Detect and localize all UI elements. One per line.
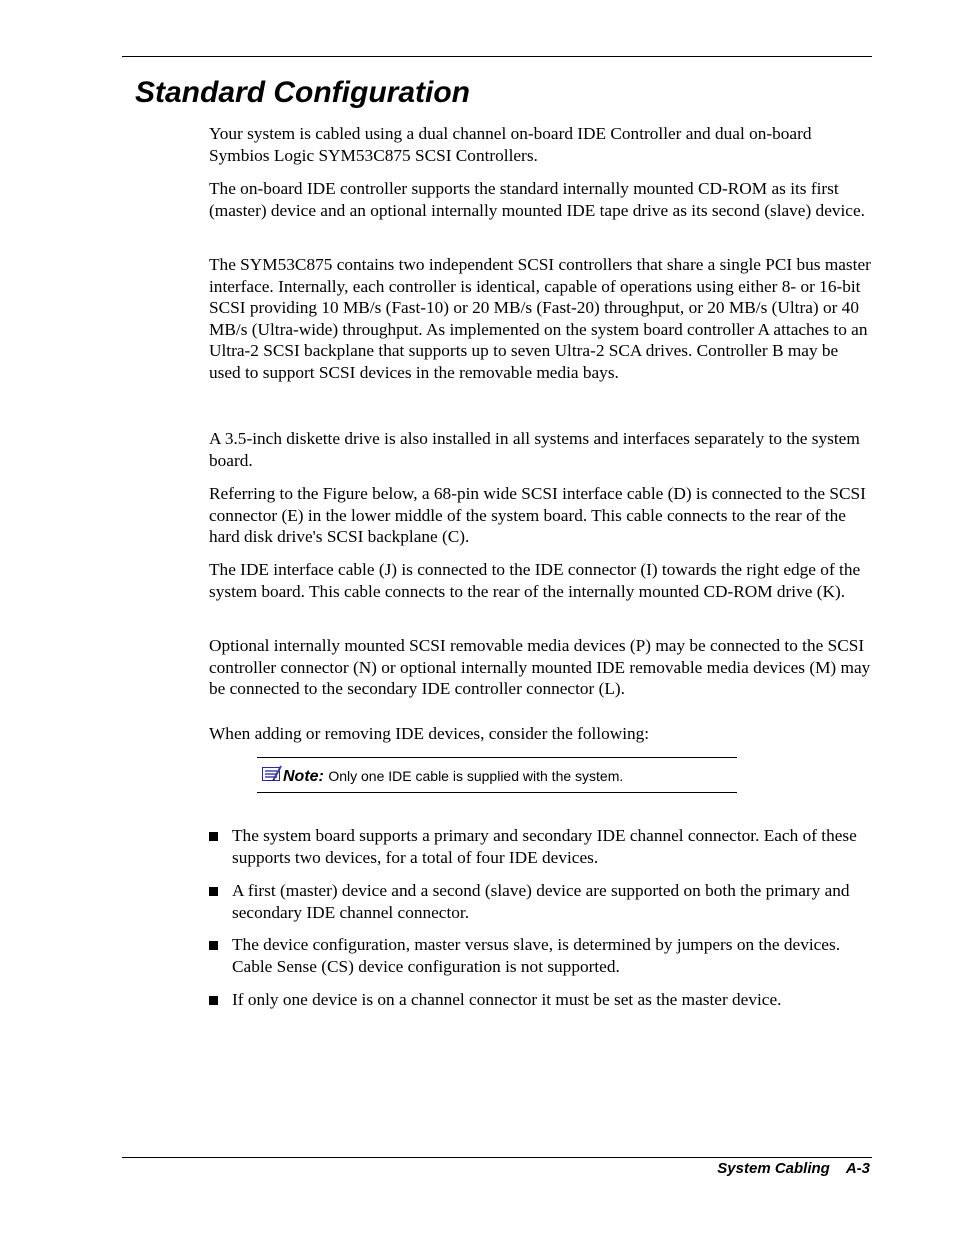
- bullet-square-icon: [209, 996, 218, 1005]
- paragraph-scsi-cable: Referring to the Figure below, a 68-pin wide SCSI interface cable (D) is connected to the SCSI connector (E) in the lower middle of the system board. This cable connects to the rear of the hard disk drive's SCSI backplane (C).: [209, 484, 866, 546]
- header-rule: [122, 56, 872, 57]
- list-item-text: The system board supports a primary and secondary IDE channel connector. Each of these supports two devices, for a total of four IDE devices.: [232, 826, 857, 867]
- bullet-square-icon: [209, 832, 218, 841]
- note-pad-icon: [260, 765, 283, 783]
- bullet-square-icon: [209, 887, 218, 896]
- note-box: [257, 757, 737, 793]
- note-label: Note:: [283, 768, 324, 785]
- footer-rule: [122, 1157, 872, 1158]
- page-footer: [717, 1159, 870, 1179]
- paragraph-removable-media: Optional internally mounted SCSI removable media devices (P) may be connected to the SCSI controller connector (N) or optional internally mounted IDE removable media devices (M) may be connected to the secondary IDE controller connector (L).: [209, 636, 871, 698]
- paragraph-diskette: A 3.5-inch diskette drive is also installed in all systems and interfaces separately to the system board.: [209, 429, 860, 470]
- paragraph-ide-cable: The IDE interface cable (J) is connected to the IDE connector (I) towards the right edge of the system board. This cable connects to the rear of the internally mounted CD-ROM drive (K).: [209, 560, 861, 601]
- paragraph-scsi-controller: The SYM53C875 contains two independent SCSI controllers that share a single PCI bus master interface. Internally, each controller is identical, capable of operations using either 8- or 16-bit SCSI providing 10 MB/s (Fast-10) or 20 MB/s (Fast-20) throughput, or 20 MB/s (Ultra) or 40 MB/s (Ultra-wide) throughput. As implemented on the system board controller A attaches to an Ultra-2 SCSI backplane that supports up to seven Ultra-2 SCA drives. Controller B may be used to support SCSI devices in the removable media bays.: [209, 255, 871, 382]
- paragraph-ide-intro: When adding or removing IDE devices, consider the following:: [209, 724, 650, 743]
- list-item-text: The device configuration, master versus slave, is determined by jumpers on the devices. Cable Sense (CS) device configuration is not supported.: [232, 935, 841, 976]
- paragraph-intro: Your system is cabled using a dual channel on-board IDE Controller and dual on-board Symbios Logic SYM53C875 SCSI Controllers.: [209, 124, 812, 165]
- bullet-square-icon: [209, 941, 218, 950]
- list-item-text: A first (master) device and a second (slave) device are supported on both the primary and secondary IDE channel connector.: [232, 881, 850, 922]
- footer-page-number: A-3: [845, 1160, 870, 1177]
- note-text: Only one IDE cable is supplied with the system.: [328, 768, 624, 784]
- paragraph-ide-controller: The on-board IDE controller supports the standard internally mounted CD-ROM as its first (master) device and an optional internally mounted IDE tape drive as its second (slave) device.: [209, 179, 865, 220]
- page-title: Standard Configuration: [135, 76, 470, 109]
- note-line: [260, 765, 623, 786]
- list-item-text: If only one device is on a channel connector it must be set as the master device.: [232, 990, 782, 1009]
- footer-section-title: System Cabling: [717, 1160, 830, 1177]
